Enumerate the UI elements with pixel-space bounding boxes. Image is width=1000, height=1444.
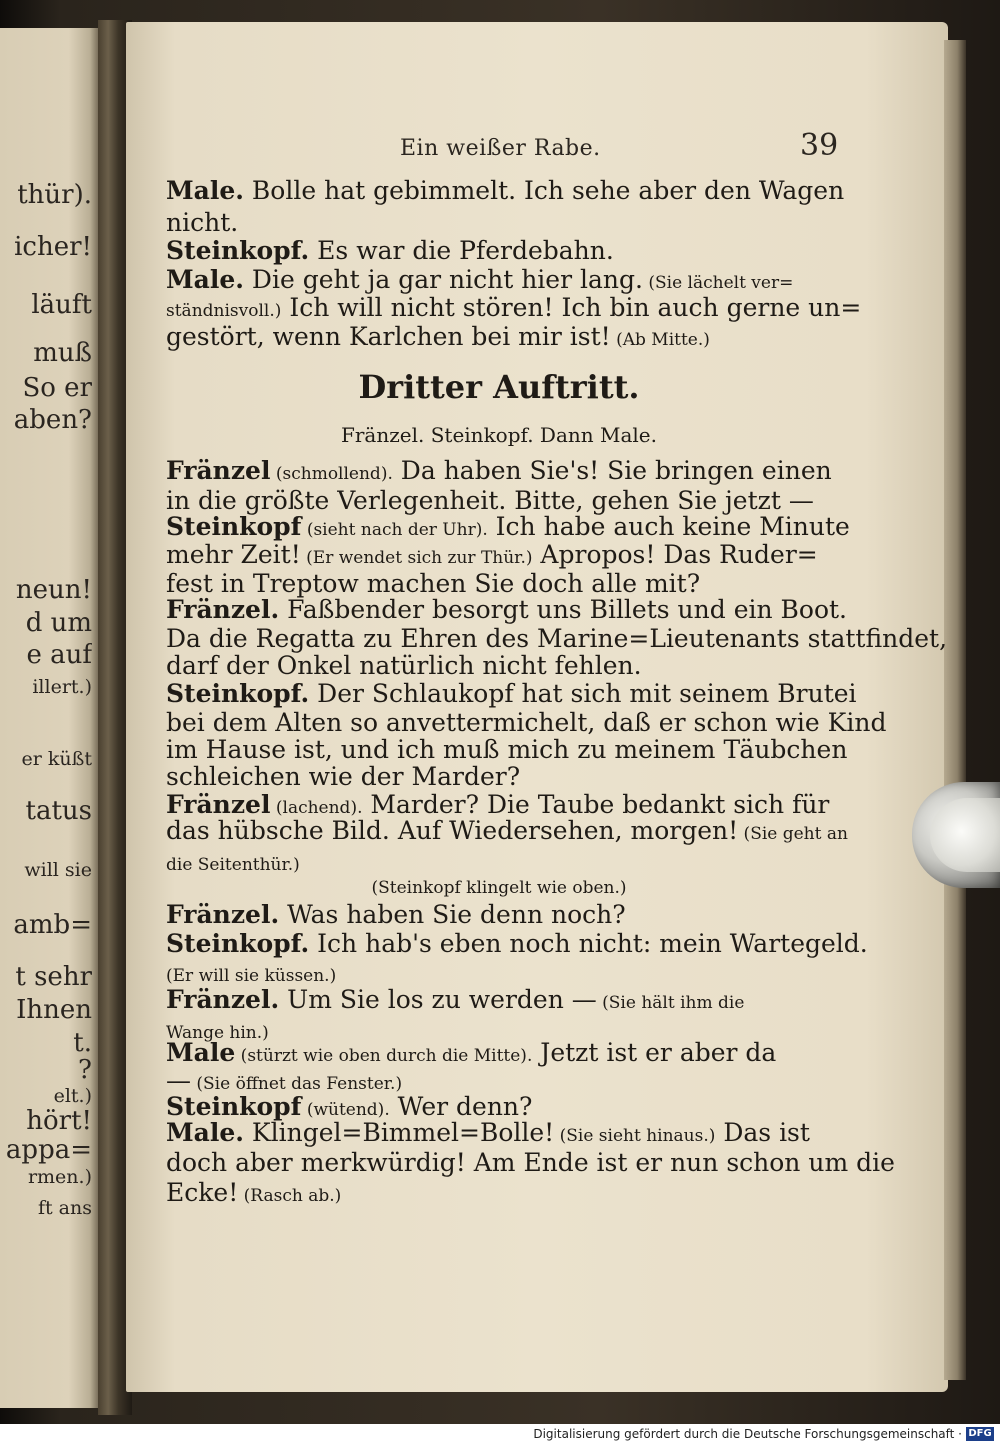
dialogue-text: Jetzt ist er aber da [532, 1038, 777, 1067]
left-page [0, 28, 98, 1408]
speaker-name: Male [166, 1038, 236, 1067]
speaker-name: Male. [166, 176, 244, 205]
running-head: Ein weißer Rabe. [400, 136, 601, 161]
left-page-fragment: läuft [31, 290, 92, 320]
left-page-fragment: er küßt [21, 748, 92, 770]
speaker-name: Steinkopf. [166, 679, 310, 708]
dialogue-text: Das ist [715, 1118, 810, 1147]
stage-direction: (sieht nach der Uhr). [301, 520, 488, 540]
stage-direction: (Sie hält ihm die [596, 993, 745, 1013]
left-page-fragment: elt.) [53, 1085, 92, 1107]
text-line [166, 900, 832, 930]
stage-direction: (wütend). [301, 1100, 390, 1120]
stage-direction: (Er will sie küssen.) [166, 966, 337, 986]
left-page-fragment: amb= [13, 910, 92, 940]
dialogue-text: Um Sie los zu werden — [279, 985, 597, 1014]
dialogue-text: nicht. [166, 208, 239, 237]
text-line [166, 595, 848, 625]
text-line [166, 985, 832, 1018]
dialogue-text: mehr Zeit! [166, 540, 301, 569]
text-line [166, 1178, 832, 1211]
left-page-fragment: icher! [14, 232, 92, 262]
stage-direction: (lachend). [270, 798, 363, 818]
dialogue-text: fest in Treptow machen Sie doch alle mit? [166, 569, 701, 598]
dfg-logo: DFG [966, 1427, 994, 1441]
left-page-fragment: appa= [5, 1135, 92, 1165]
stage-direction: (stürzt wie oben durch die Mitte). [235, 1046, 533, 1066]
text-line [166, 679, 857, 709]
stage-direction: (schmollend). [270, 464, 393, 484]
dialogue-text: Da die Regatta zu Ehren des Marine=Lieutenants stattfindet, [166, 624, 948, 653]
left-page-fragment: aben? [13, 405, 92, 435]
text-line [166, 735, 848, 765]
dialogue-text: gestört, wenn Karlchen bei mir ist! [166, 322, 611, 351]
dialogue-text: Apropos! Das Ruder= [532, 540, 818, 569]
scene-cast: Fränzel. Steinkopf. Dann Male. [340, 423, 657, 447]
left-page-fragment: hört! [26, 1106, 92, 1136]
dialogue-text: Bolle hat gebimmelt. Ich sehe aber den Wagen [243, 176, 845, 205]
speaker-name: Fränzel [166, 456, 271, 485]
left-page-fragment: illert.) [32, 676, 92, 698]
left-page-fragment: will sie [24, 859, 92, 881]
dialogue-text: Ich habe auch keine Minute [487, 512, 850, 541]
speaker-name: Fränzel [166, 790, 271, 819]
left-page-fragment: e auf [26, 640, 92, 670]
stage-direction: (Sie lächelt ver= [642, 273, 794, 293]
left-page-fragment: tatus [25, 796, 92, 826]
dialogue-text: Wer denn? [389, 1092, 533, 1121]
stage-direction: (Er wendet sich zur Thür.) [300, 548, 533, 568]
speaker-name: Fränzel. [166, 900, 280, 929]
page-edge [944, 40, 966, 1380]
stage-direction: ständnisvoll.) [166, 301, 282, 321]
text-line [166, 816, 848, 849]
stage-direction: (Rasch ab.) [238, 1186, 342, 1206]
dialogue-text: Klingel=Bimmel=Bolle! [243, 1118, 555, 1147]
left-page-fragment: So er [22, 373, 92, 403]
footer-credit: Digitalisierung gefördert durch die Deutsche Forschungsgemeinschaft · [533, 1427, 962, 1441]
text-line [166, 708, 887, 738]
speaker-name: Fränzel. [166, 595, 280, 624]
dialogue-text: doch aber merkwürdig! Am Ende ist er nun schon um die [166, 1148, 895, 1177]
text-line [166, 236, 832, 266]
dialogue-text: Marder? Die Taube bedankt sich für [362, 790, 830, 819]
speaker-name: Male. [166, 1118, 244, 1147]
stage-direction: (Sie öffnet das Fenster.) [191, 1074, 403, 1094]
dialogue-text: bei dem Alten so anvettermichelt, daß er schon wie Kind [166, 708, 887, 737]
text-line [166, 624, 948, 654]
dialogue-text: Die geht ja gar nicht hier lang. [243, 265, 643, 294]
bookmark-clip-highlight [930, 798, 1000, 872]
dialogue-text: das hübsche Bild. Auf Wiedersehen, morgen! [166, 816, 739, 845]
dialogue-text: Da haben Sie's! Sie bringen einen [392, 456, 832, 485]
left-page-fragment: neun! [15, 575, 92, 605]
left-page-fragment: Ihnen [16, 995, 92, 1025]
stage-direction: (Steinkopf klingelt wie oben.) [371, 878, 627, 898]
speaker-name: Steinkopf [166, 512, 302, 541]
left-page-fragment: ? [78, 1055, 92, 1085]
dialogue-text: Ich hab's eben noch nicht: mein Wartegeld. [309, 929, 868, 958]
stage-direction: die Seitenthür.) [166, 855, 300, 875]
dialogue-text: — [166, 1066, 191, 1095]
left-page-fragment: t sehr [15, 962, 92, 992]
text-line [166, 929, 868, 959]
text-line [166, 1148, 895, 1178]
dialogue-text: darf der Onkel natürlich nicht fehlen. [166, 651, 642, 680]
dialogue-text: Es war die Pferdebahn. [309, 236, 614, 265]
left-page-fragment: muß [33, 338, 92, 368]
text-line [166, 870, 832, 903]
speaker-name: Fränzel. [166, 985, 280, 1014]
page-number: 39 [800, 128, 839, 163]
text-line [166, 176, 845, 206]
speaker-name: Steinkopf. [166, 929, 310, 958]
dialogue-text: Ich will nicht stören! Ich bin auch gerne un= [281, 293, 862, 322]
left-page-fragment: ft ans [37, 1197, 92, 1219]
text-line [166, 1118, 832, 1151]
dialogue-text: Was haben Sie denn noch? [279, 900, 626, 929]
text-line [166, 208, 832, 238]
text-line [166, 456, 832, 489]
dialogue-text: in die größte Verlegenheit. Bitte, gehen Sie jetzt — [166, 486, 814, 515]
dialogue-text: Der Schlaukopf hat sich mit seinem Brutei [309, 679, 857, 708]
left-page-fragment: rmen.) [27, 1166, 92, 1188]
stage-direction: (Sie geht an [738, 824, 848, 844]
dialogue-text: schleichen wie der Marder? [166, 762, 521, 791]
stage-direction: (Ab Mitte.) [610, 330, 710, 350]
left-page-fragment: t. [73, 1028, 92, 1058]
speaker-name: Male. [166, 265, 244, 294]
text-line [166, 651, 832, 681]
stage-direction: Wange hin.) [166, 1023, 269, 1043]
left-page-fragment: d um [25, 608, 92, 638]
left-page-fragment: thür). [17, 180, 92, 210]
text-line [166, 762, 832, 792]
dialogue-text: Faßbender besorgt uns Billets und ein Boot. [279, 595, 848, 624]
text-line [166, 322, 832, 355]
stage-direction: (Sie sieht hinaus.) [554, 1126, 716, 1146]
dialogue-text: im Hause ist, und ich muß mich zu meinem Täubchen [166, 735, 848, 764]
dialogue-text: Ecke! [166, 1178, 239, 1207]
scene-heading: Dritter Auftritt. [358, 368, 640, 406]
speaker-name: Steinkopf [166, 1092, 302, 1121]
speaker-name: Steinkopf. [166, 236, 310, 265]
